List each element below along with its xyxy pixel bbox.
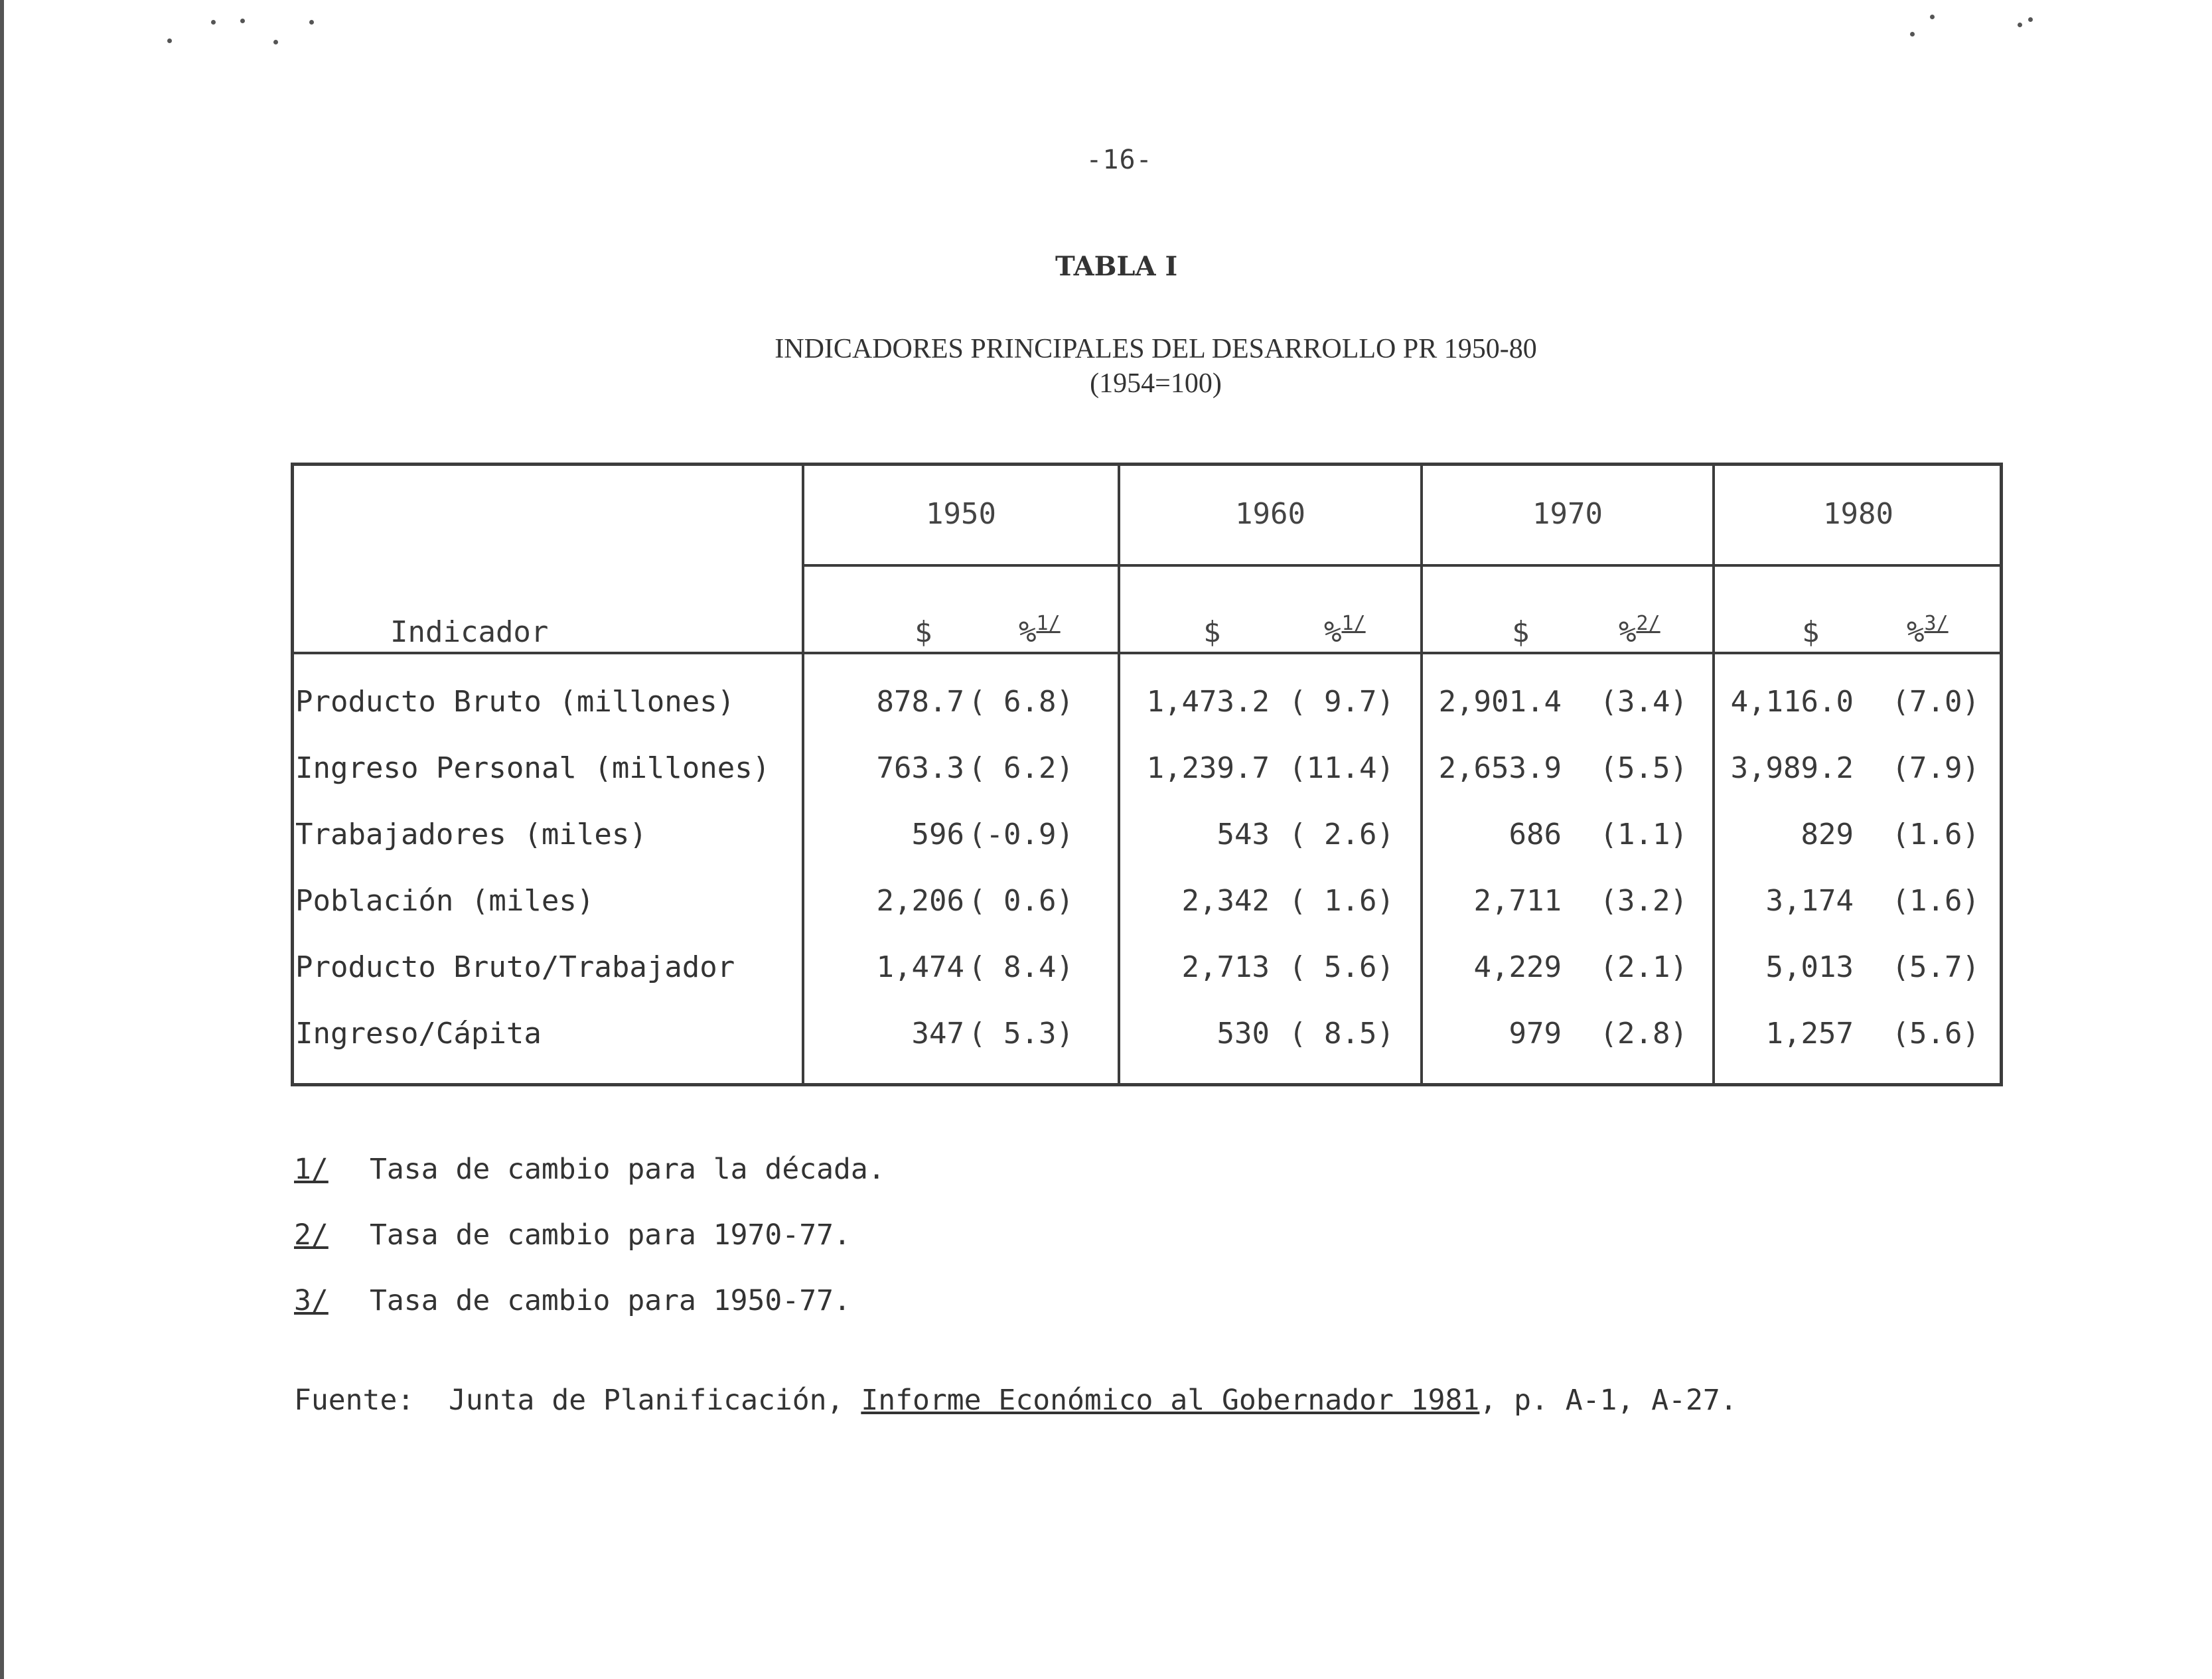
data-table [291, 463, 2003, 1086]
indicator-header: Indicador [390, 615, 549, 649]
dollar-cell: 4,229 [1473, 950, 1562, 984]
percent-cell: (7.0) [1891, 685, 1980, 719]
footnote-2 [294, 1218, 851, 1252]
percent-header [1907, 612, 1949, 649]
dollar-cell: 347 [911, 1017, 964, 1051]
percent-cell: (5.7) [1891, 950, 1980, 984]
dollar-header: $ [1512, 615, 1530, 649]
percent-sign: % [1324, 615, 1342, 649]
dollar-cell: 1,257 [1765, 1017, 1854, 1051]
source-pages: , p. A-1, A-27. [1479, 1384, 1737, 1417]
dollar-cell: 878.7 [876, 685, 964, 719]
percent-cell: (1.1) [1599, 818, 1688, 851]
year-header-1970: 1970 [1532, 497, 1603, 531]
dollar-cell: 2,711 [1473, 884, 1562, 918]
percent-cell: ( 6.8) [968, 685, 1074, 719]
percent-sign: % [1907, 615, 1925, 649]
year-header-1960: 1960 [1235, 497, 1305, 531]
percent-sign: % [1619, 615, 1637, 649]
table-title [0, 332, 2212, 401]
percent-sign: % [1019, 615, 1037, 649]
percent-cell: ( 5.6) [1289, 950, 1394, 984]
percent-cell: (2.1) [1599, 950, 1688, 984]
dollar-cell: 2,342 [1181, 884, 1270, 918]
header-divider [294, 652, 2000, 654]
footnote-ref: 1/ [1036, 612, 1061, 635]
scan-speck [2028, 17, 2033, 22]
row-label: Ingreso/Cápita [295, 1017, 542, 1051]
dollar-cell: 2,713 [1181, 950, 1270, 984]
year-header-divider [802, 564, 2000, 567]
table-title-line2: (1954=100) [1090, 368, 1222, 399]
dollar-header: $ [1203, 615, 1221, 649]
dollar-cell: 543 [1217, 818, 1270, 851]
footnote-mark: 1/ [294, 1153, 329, 1186]
percent-cell: ( 6.2) [968, 751, 1074, 785]
percent-header [1019, 612, 1061, 649]
percent-cell: (1.6) [1891, 884, 1980, 918]
dollar-header: $ [1802, 615, 1820, 649]
percent-cell: ( 9.7) [1289, 685, 1394, 719]
percent-cell: ( 8.4) [968, 950, 1074, 984]
year-header-1980: 1980 [1823, 497, 1893, 531]
percent-cell: ( 8.5) [1289, 1017, 1394, 1051]
dollar-cell: 5,013 [1765, 950, 1854, 984]
dollar-cell: 4,116.0 [1730, 685, 1854, 719]
row-label: Producto Bruto (millones) [295, 685, 735, 719]
scan-speck [1930, 15, 1935, 19]
table-label: TABLA I [1055, 251, 1178, 282]
footnote-text: Tasa de cambio para 1950-77. [370, 1284, 851, 1317]
percent-cell: ( 2.6) [1289, 818, 1394, 851]
dollar-cell: 1,474 [876, 950, 964, 984]
dollar-cell: 763.3 [876, 751, 964, 785]
scan-speck [2018, 23, 2022, 27]
page-scan-edge [0, 0, 4, 1679]
footnote-3 [294, 1284, 851, 1317]
percent-cell: (2.8) [1599, 1017, 1688, 1051]
percent-header [1324, 612, 1366, 649]
row-label: Ingreso Personal (millones) [295, 751, 771, 785]
footnote-ref: 3/ [1924, 612, 1949, 635]
dollar-cell: 1,473.2 [1146, 685, 1270, 719]
dollar-cell: 686 [1509, 818, 1562, 851]
row-label: Trabajadores (miles) [295, 818, 647, 851]
percent-cell: ( 0.6) [968, 884, 1074, 918]
footnote-ref: 1/ [1341, 612, 1366, 635]
dollar-cell: 530 [1217, 1017, 1270, 1051]
percent-cell: ( 5.3) [968, 1017, 1074, 1051]
percent-cell: (7.9) [1891, 751, 1980, 785]
year-header-1950: 1950 [926, 497, 996, 531]
scan-speck [211, 20, 216, 25]
source-report-title: Informe Económico al Gobernador 1981 [861, 1384, 1480, 1417]
row-label: Producto Bruto/Trabajador [295, 950, 735, 984]
dollar-header: $ [915, 615, 932, 649]
dollar-cell: 2,206 [876, 884, 964, 918]
dollar-cell: 596 [911, 818, 964, 851]
source-author: Junta de Planificación, [449, 1384, 844, 1417]
percent-cell: (11.4) [1289, 751, 1394, 785]
dollar-cell: 2,901.4 [1438, 685, 1562, 719]
page-number: -16- [1086, 145, 1153, 175]
percent-cell: (3.4) [1599, 685, 1688, 719]
footnote-text: Tasa de cambio para la década. [370, 1153, 885, 1186]
table-title-line1: INDICADORES PRINCIPALES DEL DESARROLLO PR 1950-80 [774, 334, 1537, 364]
scan-speck [167, 38, 172, 43]
percent-header [1619, 612, 1660, 649]
dollar-cell: 979 [1509, 1017, 1562, 1051]
footnote-1 [294, 1153, 885, 1186]
percent-cell: (1.6) [1891, 818, 1980, 851]
scan-speck [1910, 32, 1915, 36]
dollar-cell: 3,989.2 [1730, 751, 1854, 785]
percent-cell: ( 1.6) [1289, 884, 1394, 918]
footnote-mark: 2/ [294, 1218, 329, 1252]
dollar-cell: 1,239.7 [1146, 751, 1270, 785]
footnote-mark: 3/ [294, 1284, 329, 1317]
scan-speck [273, 40, 278, 44]
source-label: Fuente: [294, 1384, 415, 1417]
row-label: Población (miles) [295, 884, 595, 918]
dollar-cell: 3,174 [1765, 884, 1854, 918]
dollar-cell: 2,653.9 [1438, 751, 1562, 785]
scan-speck [240, 19, 245, 23]
dollar-cell: 829 [1801, 818, 1854, 851]
percent-cell: (5.5) [1599, 751, 1688, 785]
percent-cell: (5.6) [1891, 1017, 1980, 1051]
footnote-ref: 2/ [1636, 612, 1660, 635]
source-citation [294, 1384, 1737, 1417]
scan-speck [309, 20, 314, 25]
footnote-text: Tasa de cambio para 1970-77. [370, 1218, 851, 1252]
percent-cell: (-0.9) [968, 818, 1074, 851]
percent-cell: (3.2) [1599, 884, 1688, 918]
